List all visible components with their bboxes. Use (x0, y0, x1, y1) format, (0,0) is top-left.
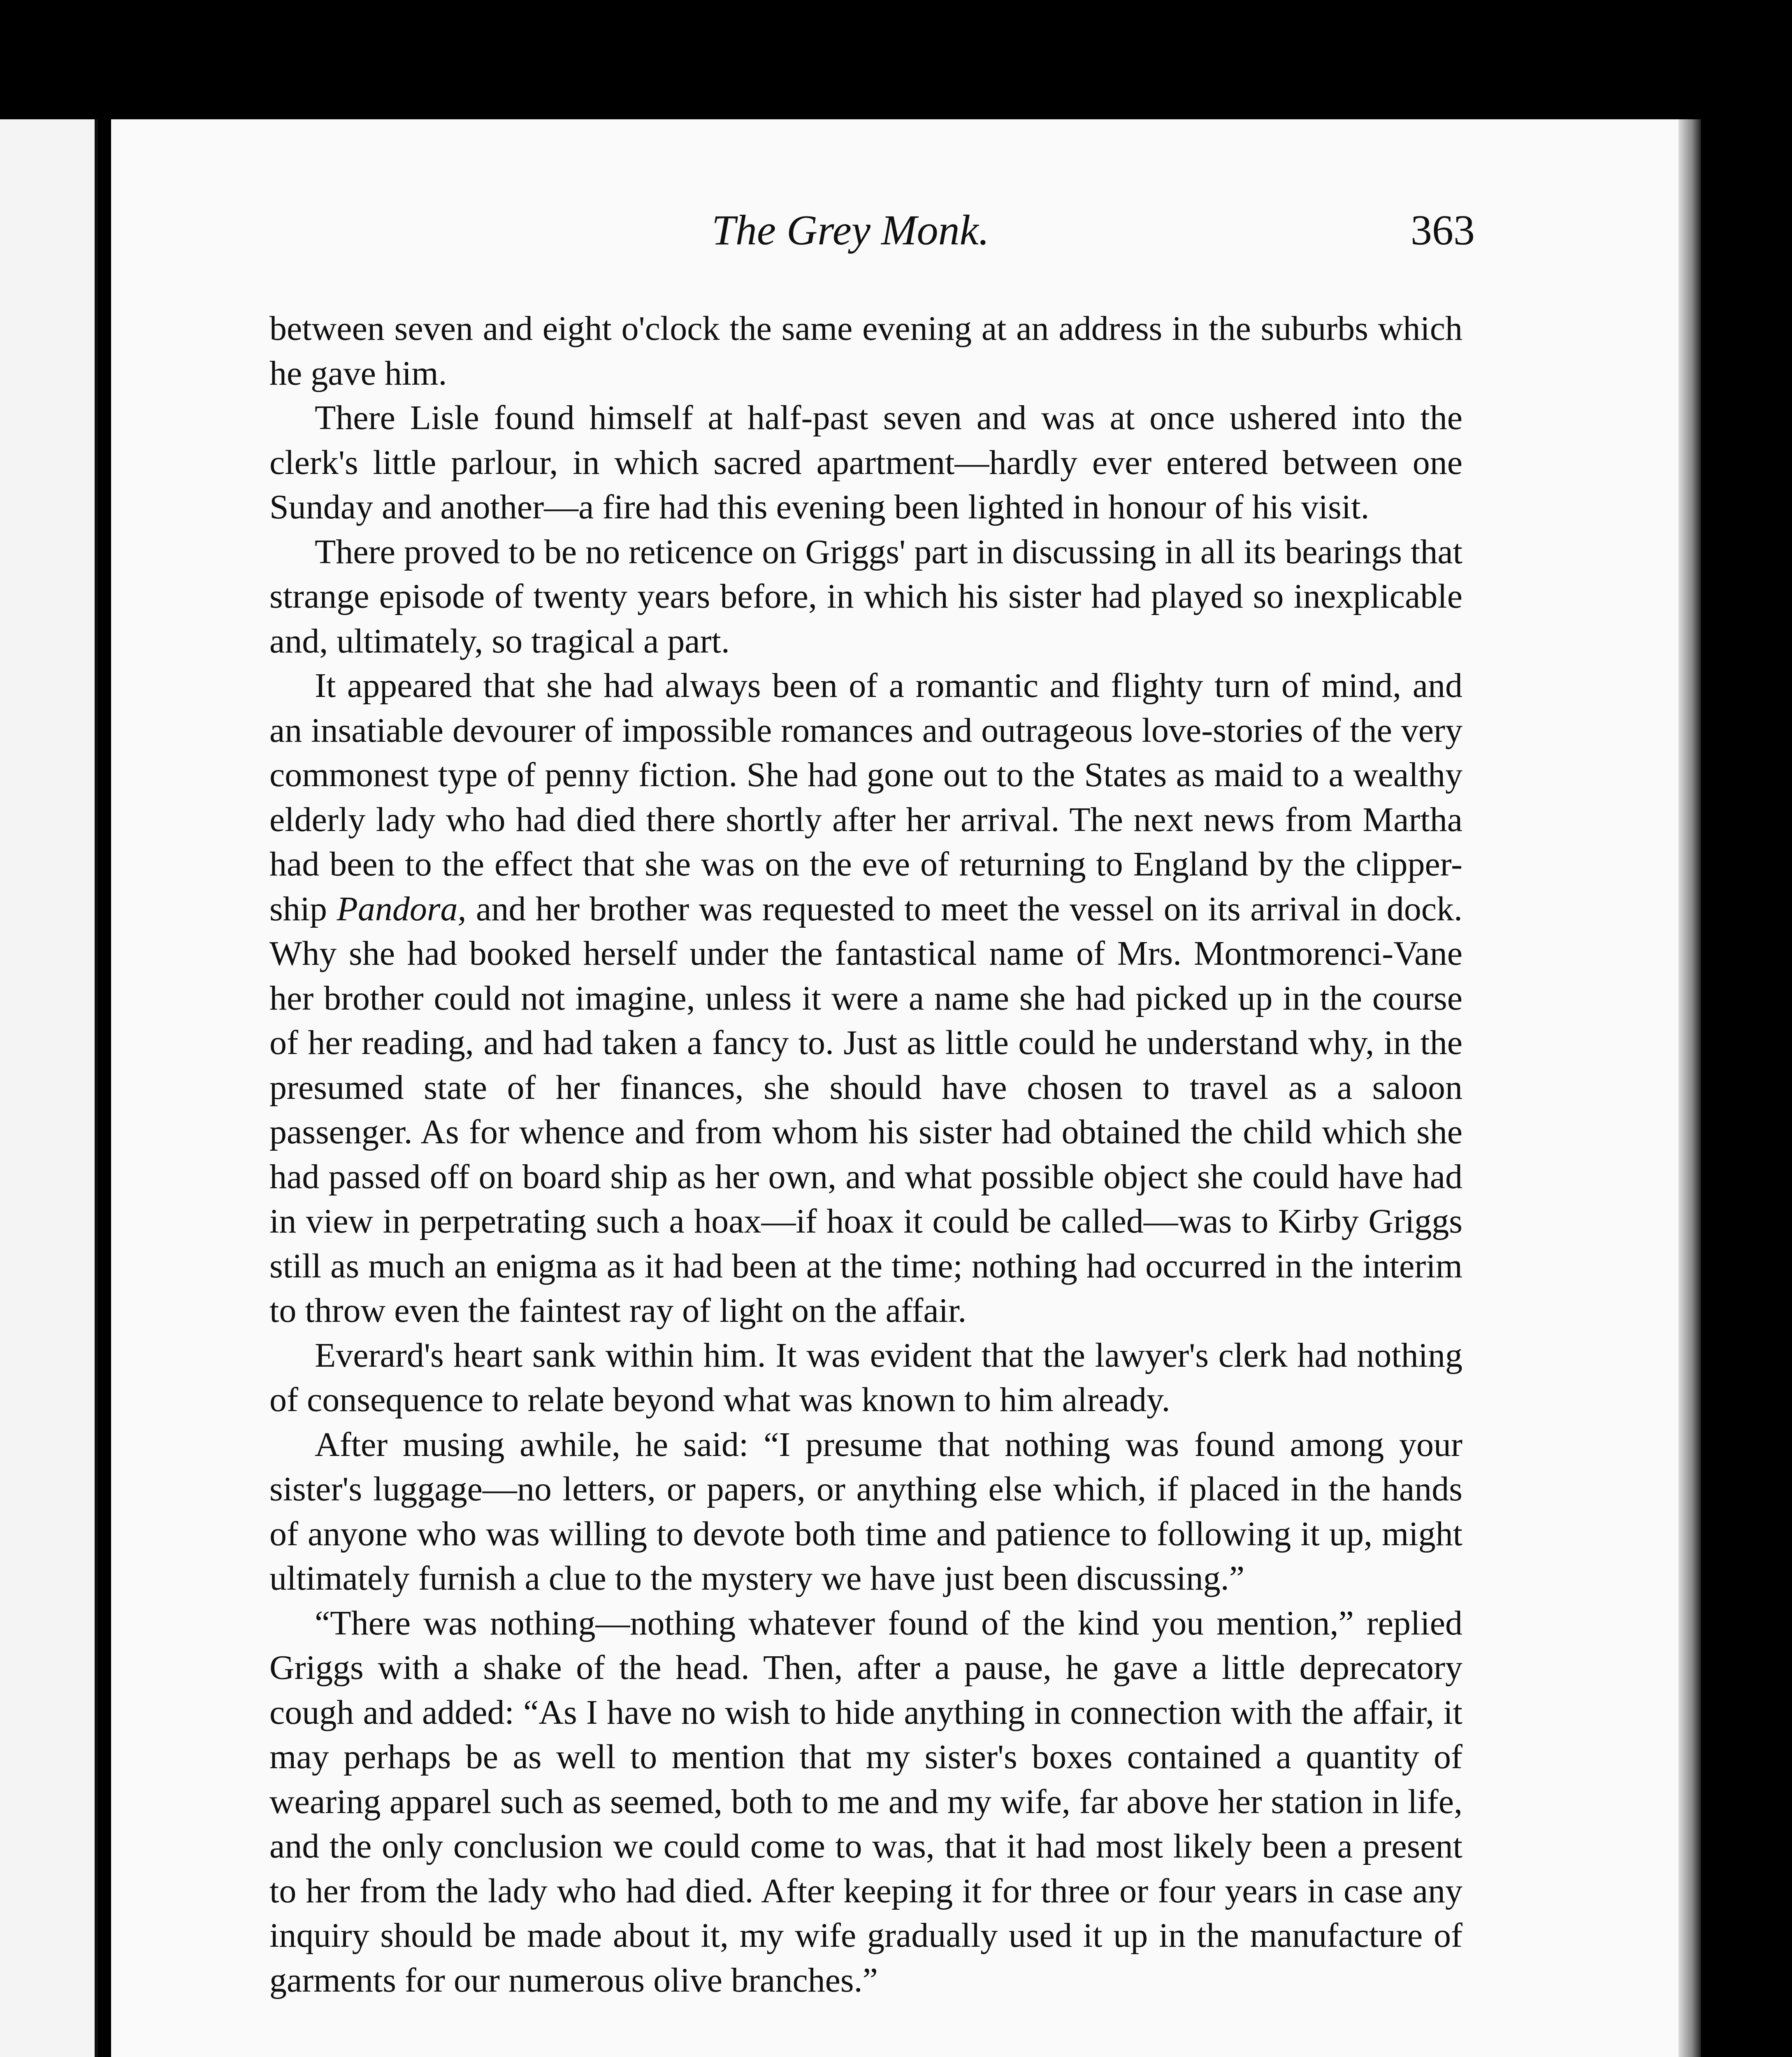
left-page-edge (0, 119, 98, 2057)
paragraph-3: There proved to be no reticence on Griggs' part in discussing in all its bearings that strange episode of twenty years before, in which his sister had played so inexplicable and, ultimately, so tragical a part. (269, 532, 1462, 660)
running-title: The Grey Monk. (712, 207, 989, 254)
paragraph-1: between seven and eight o'clock the same evening at an address in the suburbs which he gave him. (269, 309, 1462, 392)
page-number: 363 (1411, 207, 1475, 254)
paragraph-6: After musing awhile, he said: “I presume that nothing was found among your sister's luggage—no letters, or papers, or anything else which, if placed in the hands of anyone who was willing to devote both time and patience to following it up, might ultimately furnish a clue to the mystery we have just been discussing.” (269, 1425, 1462, 1597)
paragraph-2: There Lisle found himself at half-past seven and was at once ushered into the clerk's little parlour, in which sacred apartment—hardly ever entered between one Sunday and another—a fire had this evening been lighted in honour of his visit. (269, 399, 1462, 526)
paragraph-7: “There was nothing—nothing whatever found of the kind you mention,” replied Griggs with a shake of the head. Then, after a pause, he gave a little deprecatory cough and added: “As I have no wish to hide anything in connection with the affair, it may perhaps be as well to mention that my sister's boxes contained a quantity of wearing apparel such as seemed, both to me and my wife, far above her station in life, and the only conclusion we could come to was, that it had most likely been a present to her from the lady who had died. After keeping it for three or four years in case any inquiry should be made about it, my wife gradually used it up in the manufacture of garments for our numerous olive branches.” (269, 1604, 1462, 1999)
ship-name: Pandora, (337, 889, 467, 928)
body-text (269, 306, 1462, 2003)
paragraph-4 (269, 664, 1462, 1333)
paragraph-4-part-1: It appeared that she had always been of a romantic and flighty turn of mind, and an insatiable devourer of impossible romances and outrageous love-stories of the very commonest type of penny fiction. She had gone out to the States as maid to a wealthy elderly lady who had died there shortly after her arrival. The next news from Martha had been to the effect that she was on the eve of returning to England by the clipper-ship (269, 666, 1462, 928)
page-edge-shadow (1678, 119, 1701, 2057)
paragraph-5: Everard's heart sank within him. It was evident that the lawyer's clerk had nothing of consequence to relate beyond what was known to him already. (269, 1336, 1462, 1419)
paragraph-4-part-2: and her brother was requested to meet the vessel on its arrival in dock. Why she had booked herself under the fantastical name of Mrs. Montmorenci-Vane her brother could not imagine, unless it were a name she had picked up in the course of her reading, and had taken a fancy to. Just as little could he understand why, in the presumed state of her finances, she should have chosen to travel as a saloon passenger. As for whence and from whom his sister had obtained the child which she had passed off on board ship as her own, and what possible object she could have had in view in perpetrating such a hoax—if hoax it could be called—was to Kirby Griggs still as much an enigma as it had been at the time; nothing had occurred in the interim to throw even the faintest ray of light on the affair. (269, 889, 1462, 1330)
